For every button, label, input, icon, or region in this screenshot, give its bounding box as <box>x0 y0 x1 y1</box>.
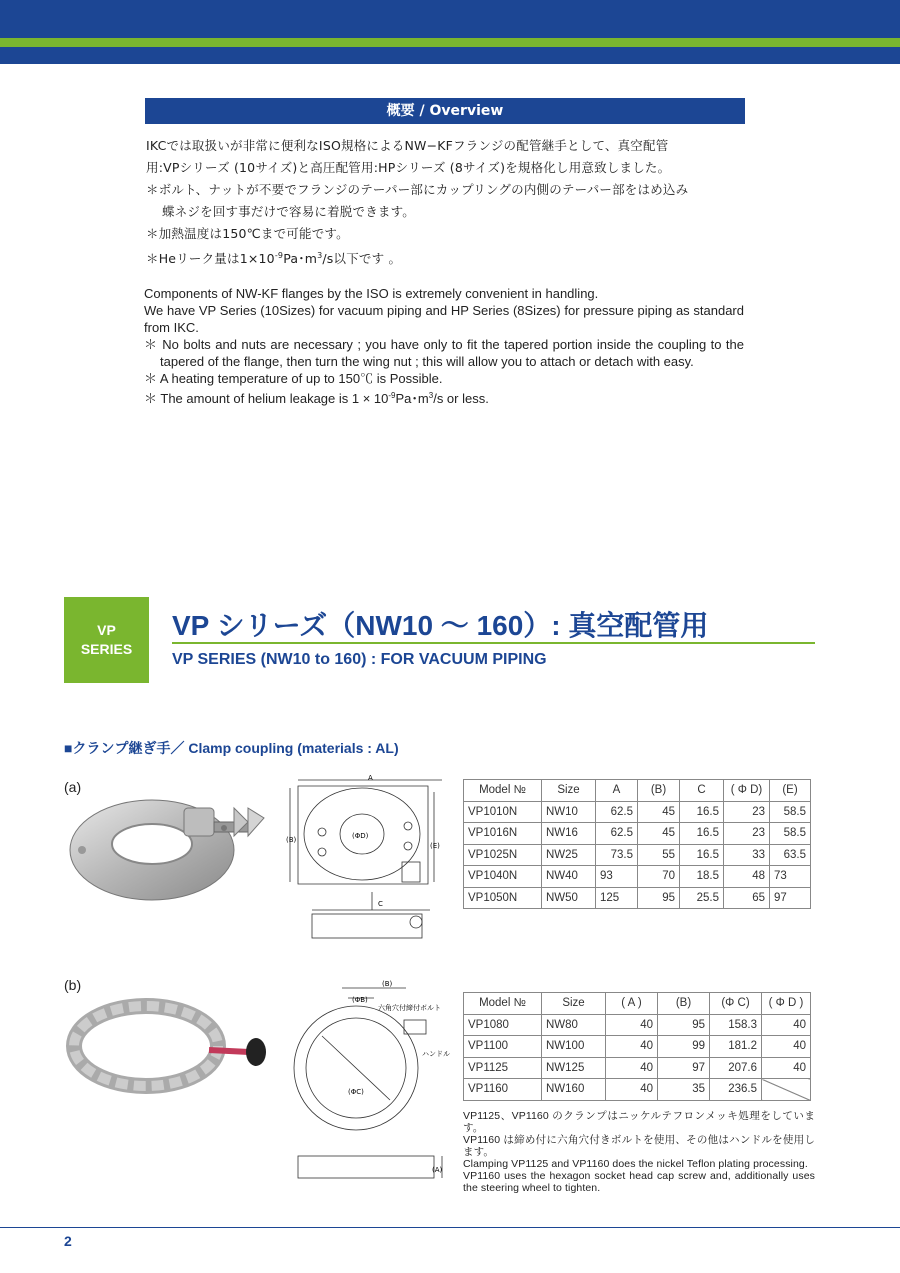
table-cell: VP1050N <box>464 887 542 909</box>
table-cell: 65 <box>724 887 770 909</box>
note-line: Clamping VP1125 and VP1160 does the nickel Teflon plating processing. <box>463 1158 808 1170</box>
overview-en-line-3: ＊ No bolts and nuts are necessary ; you have only to fit the tapered portion inside the coupling to the tapered of the flange, then turn the wing nut ; this will allow you to attach or detach with easy. <box>144 337 744 369</box>
table-b-header: Size <box>542 993 606 1015</box>
overview-jp-line-2: 用:VPシリーズ (10サイズ)と高圧配管用:HPシリーズ (8サイズ)を規格化し用意致しました。 <box>146 160 671 175</box>
table-a-header: A <box>596 780 638 802</box>
table-cell: VP1160 <box>464 1079 542 1101</box>
table-cell: NW80 <box>542 1014 606 1036</box>
table-cell: 33 <box>724 844 770 866</box>
table-cell: NW25 <box>542 844 596 866</box>
table-cell: 18.5 <box>680 866 724 888</box>
table-b-header: ( A ) <box>606 993 658 1015</box>
overview-en-line-2: We have VP Series (10Sizes) for vacuum piping and HP Series (8Sizes) for pressure piping as standard from IKC. <box>144 303 744 335</box>
clamp-photo-a <box>64 788 274 910</box>
table-cell: 97 <box>658 1057 710 1079</box>
table-b-header: Model № <box>464 993 542 1015</box>
overview-jp-leak: ＊Heリーク量は$1\times 10^{-9}Pa$･$m^3/s$以下です 。 <box>146 251 402 266</box>
vp-title-rule <box>172 642 815 644</box>
table-a-header: (E) <box>770 780 811 802</box>
table-cell: 63.5 <box>770 844 811 866</box>
table-cell: 40 <box>762 1036 811 1058</box>
overview-jp-line-5: ＊加熱温度は150℃まで可能です。 <box>146 226 349 241</box>
table-cell: VP1100 <box>464 1036 542 1058</box>
table-row <box>464 844 811 866</box>
table-cell: 16.5 <box>680 801 724 823</box>
header-band-top <box>0 0 900 38</box>
table-cell: 40 <box>606 1036 658 1058</box>
table-cell: 62.5 <box>596 801 638 823</box>
header-band-bottom <box>0 47 900 64</box>
table-cell: 40 <box>606 1079 658 1101</box>
table-cell: 48 <box>724 866 770 888</box>
clamp-drawing-b <box>282 976 462 1196</box>
dim-c-label: C <box>378 900 383 908</box>
table-cell: 35 <box>658 1079 710 1101</box>
clamp-heading: ■クランプ継ぎ手／ Clamp coupling (materials : AL) <box>64 740 399 756</box>
overview-en <box>144 285 744 407</box>
table-cell: 45 <box>638 801 680 823</box>
table-a-header: (B) <box>638 780 680 802</box>
table-cell: 97 <box>770 887 811 909</box>
overview-en-leak: ＊ The amount of helium leakage is $1 \times 10^{-9}Pa$･$m^3/s$ or less. <box>144 391 489 406</box>
footer-rule <box>0 1227 900 1228</box>
table-cell: 73.5 <box>596 844 638 866</box>
table-cell: NW16 <box>542 823 596 845</box>
bolt-label: 六角穴付締付ボルト <box>378 1004 441 1012</box>
page-number: 2 <box>64 1233 72 1249</box>
table-cell: 58.5 <box>770 801 811 823</box>
table-b-header-row <box>464 993 811 1015</box>
table-cell: NW50 <box>542 887 596 909</box>
table-cell: 99 <box>658 1036 710 1058</box>
table-row <box>464 1079 811 1101</box>
dim-b-label: (B) <box>286 836 297 844</box>
vp-section-subtitle: VP SERIES (NW10 to 160) : FOR VACUUM PIPING <box>172 651 547 668</box>
table-cell: 40 <box>762 1014 811 1036</box>
label-a: (a) <box>64 779 82 795</box>
table-cell: 181.2 <box>710 1036 762 1058</box>
note-line: VP1160 は締め付に六角穴付きボルトを使用、その他はハンドルを使用します。 <box>463 1134 815 1158</box>
overview-heading: 概要 / Overview <box>145 98 745 124</box>
table-cell: 95 <box>658 1014 710 1036</box>
table-a-header: ( Φ D) <box>724 780 770 802</box>
table-cell: VP1040N <box>464 866 542 888</box>
table-cell: 95 <box>638 887 680 909</box>
clamp-photo-b <box>64 996 274 1096</box>
header-band-green <box>0 38 900 47</box>
table-a-header: Size <box>542 780 596 802</box>
overview-jp-line-1: IKCでは取扱いが非常に便利なISO規格によるNW−KFフランジの配管継手として、真空配管 <box>146 138 669 153</box>
table-cell: 93 <box>596 866 638 888</box>
table-cell: 125 <box>596 887 638 909</box>
table-row <box>464 1014 811 1036</box>
table-cell: 158.3 <box>710 1014 762 1036</box>
table-cell: 58.5 <box>770 823 811 845</box>
dim-e-label: (E) <box>430 842 440 850</box>
vp-badge-line-2: SERIES <box>80 641 133 657</box>
note-line: VP1160 uses the hexagon socket head cap screw and, additionally uses the steering wheel to tighten. <box>463 1170 815 1194</box>
table-cell: 25.5 <box>680 887 724 909</box>
table-b-header: (Φ C) <box>710 993 762 1015</box>
table-cell: 23 <box>724 801 770 823</box>
dim-b2-label: (B) <box>382 980 393 988</box>
dim-phid-label: (ΦD) <box>352 832 369 840</box>
table-cell: VP1025N <box>464 844 542 866</box>
spec-table-b <box>463 992 811 1101</box>
table-row <box>464 887 811 909</box>
table-cell: 55 <box>638 844 680 866</box>
dim-phib-label: (ΦB) <box>352 996 368 1004</box>
table-row <box>464 801 811 823</box>
table-a-header: C <box>680 780 724 802</box>
dim-a2-label: (A) <box>432 1166 443 1174</box>
table-a-header-row <box>464 780 811 802</box>
table-cell: 45 <box>638 823 680 845</box>
table-cell: NW160 <box>542 1079 606 1101</box>
vp-series-badge <box>64 597 149 683</box>
table-cell: 40 <box>762 1057 811 1079</box>
table-cell-empty <box>762 1079 811 1101</box>
label-b: (b) <box>64 977 82 993</box>
table-cell: NW40 <box>542 866 596 888</box>
table-cell: VP1010N <box>464 801 542 823</box>
dim-phic-label: (ΦC) <box>348 1088 364 1096</box>
table-cell: 70 <box>638 866 680 888</box>
table-cell: NW100 <box>542 1036 606 1058</box>
dim-a-label: A <box>368 774 373 782</box>
table-cell: 40 <box>606 1057 658 1079</box>
table-cell: 40 <box>606 1014 658 1036</box>
table-cell: 16.5 <box>680 823 724 845</box>
vp-section-title: VP シリーズ（NW10 ～ 160）: 真空配管用 <box>172 610 709 641</box>
note-line: VP1125、VP1160 のクランプはニッケルテフロンメッキ処理をしています。 <box>463 1110 815 1134</box>
table-cell: 73 <box>770 866 811 888</box>
clamp-notes <box>463 1110 815 1194</box>
clamp-drawing-a <box>282 772 452 944</box>
table-row <box>464 823 811 845</box>
handle-label: ハンドル <box>422 1050 450 1058</box>
vp-badge-line-1: VP <box>97 622 116 638</box>
table-cell: VP1080 <box>464 1014 542 1036</box>
spec-table-a <box>463 779 811 909</box>
table-cell: 207.6 <box>710 1057 762 1079</box>
table-cell: 62.5 <box>596 823 638 845</box>
overview-en-line-4: ＊ A heating temperature of up to 150℃ is Possible. <box>144 371 443 386</box>
table-cell: NW125 <box>542 1057 606 1079</box>
overview-jp-line-3: ＊ボルト、ナットが不要でフランジのテーパー部にカップリングの内側のテーパー部をはめ込み <box>146 182 689 197</box>
table-cell: VP1016N <box>464 823 542 845</box>
table-cell: NW10 <box>542 801 596 823</box>
table-cell: 23 <box>724 823 770 845</box>
table-cell: 236.5 <box>710 1079 762 1101</box>
overview-jp-line-4: 蝶ネジを回す事だけで容易に着脱できます。 <box>162 204 416 219</box>
table-cell: VP1125 <box>464 1057 542 1079</box>
table-b-header: ( Φ D ) <box>762 993 811 1015</box>
table-row <box>464 1036 811 1058</box>
table-row <box>464 1057 811 1079</box>
overview-en-line-1: Components of NW-KF flanges by the ISO is extremely convenient in handling. <box>144 286 599 301</box>
table-a-header: Model № <box>464 780 542 802</box>
table-row <box>464 866 811 888</box>
table-cell: 16.5 <box>680 844 724 866</box>
table-b-header: (B) <box>658 993 710 1015</box>
